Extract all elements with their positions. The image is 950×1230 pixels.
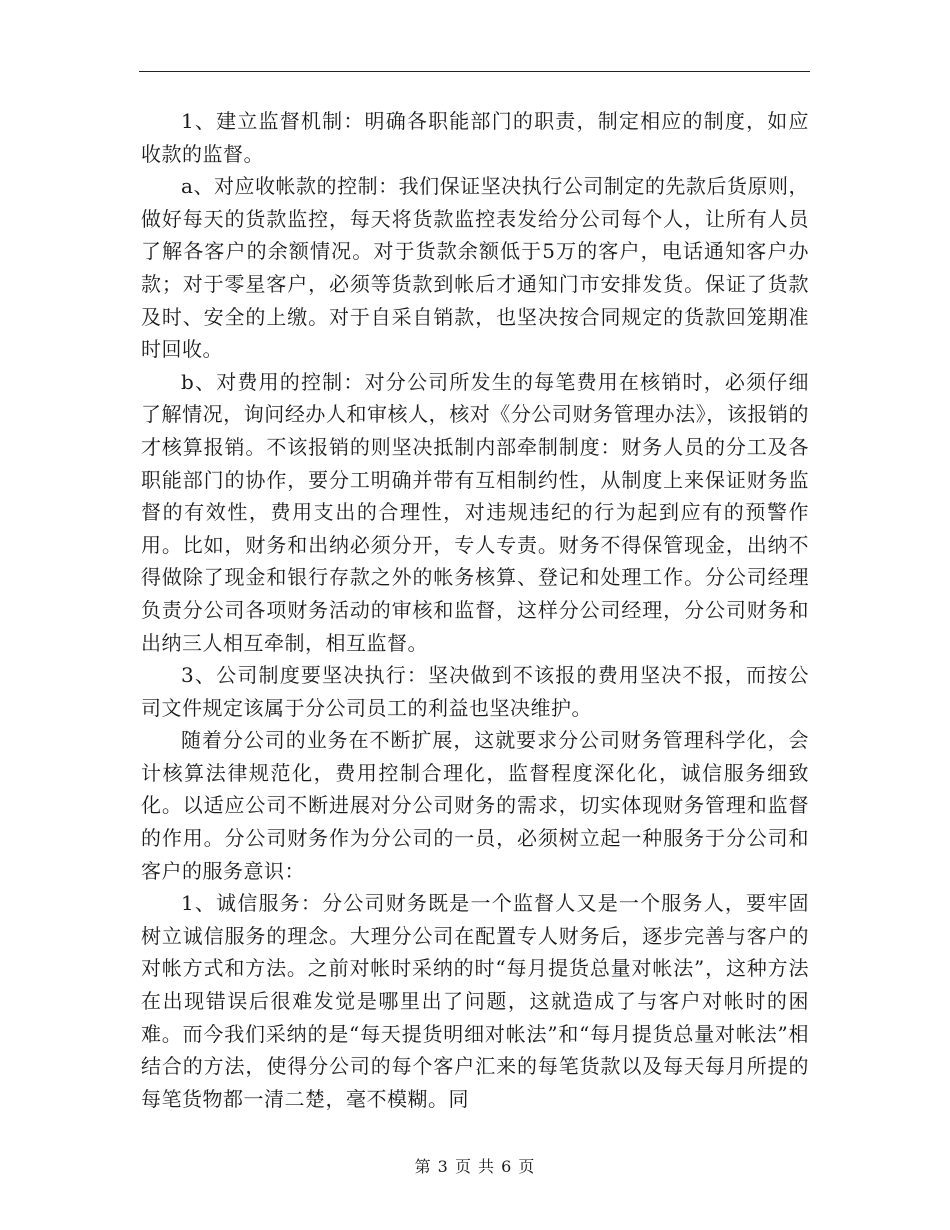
paragraph-integrity-service: 1、诚信服务：分公司财务既是一个监督人又是一个服务人，要牢固树立诚信服务的理念。大理分公司在配置专人财务后，逐步完善与客户的对帐方式和方法。之前对帐时采纳的时“每月提货总量对帐法”，这种方法在出现错误后很难发觉是哪里出了问题，这就造成了与客户对帐时的困难。而今我们采纳的是“每天提货明细对帐法”和“每月提货总量对帐法”相结合的方法，使得分公司的每个客户汇来的每笔货款以及每天每月所提的每笔货物都一清二楚，毫不模糊。同 [141, 891, 809, 1111]
paragraph-receivables-control: a、对应收帐款的控制：我们保证坚决执行公司制定的先款后货原则，做好每天的货款监控，每天将货款监控表发给分公司每个人，让所有人员了解各客户的余额情况。对于货款余额低于5万的客户，电话通知客户办款；对于零星客户，必须等货款到帐后才通知门市安排发货。保证了货款及时、安全的上缴。对于自采自销款，也坚决按合同规定的货款回笼期准时回收。 [141, 174, 809, 362]
paragraph-service-awareness: 随着分公司的业务在不断扩展，这就要求分公司财务管理科学化，会计核算法律规范化，费用控制合理化，监督程度深化化，诚信服务细致化。以适应公司不断进展对分公司财务的需求，切实体现财务管理和监督的作用。分公司财务作为分公司的一员，必须树立起一种服务于分公司和客户的服务意识： [141, 728, 809, 883]
page-number-footer: 第 3 页 共 6 页 [414, 1157, 536, 1176]
document-body [141, 105, 809, 1115]
paragraph-enforce-rules: 3、公司制度要坚决执行：坚决做到不该报的费用坚决不报，而按公司文件规定该属于分公司员工的利益也坚决维护。 [141, 663, 809, 720]
paragraph-supervision-mechanism: 1、建立监督机制：明确各职能部门的职责，制定相应的制度，如应收款的监督。 [141, 109, 809, 166]
header-rule [139, 71, 810, 72]
paragraph-expense-control: b、对费用的控制：对分公司所发生的每笔费用在核销时，必须仔细了解情况，询问经办人和审核人，核对《分公司财务管理办法》，该报销的才核算报销。不该报销的则坚决抵制内部牵制制度：财务人员的分工及各职能部门的协作，要分工明确并带有互相制约性，从制度上来保证财务监督的有效性，费用支出的合理性，对违规违纪的行为起到应有的预警作用。比如，财务和出纳必须分开，专人专责。财务不得保管现金，出纳不得做除了现金和银行存款之外的帐务核算、登记和处理工作。分公司经理负责分公司各项财务活动的审核和监督，这样分公司经理，分公司财务和出纳三人相互牵制，相互监督。 [141, 369, 809, 655]
